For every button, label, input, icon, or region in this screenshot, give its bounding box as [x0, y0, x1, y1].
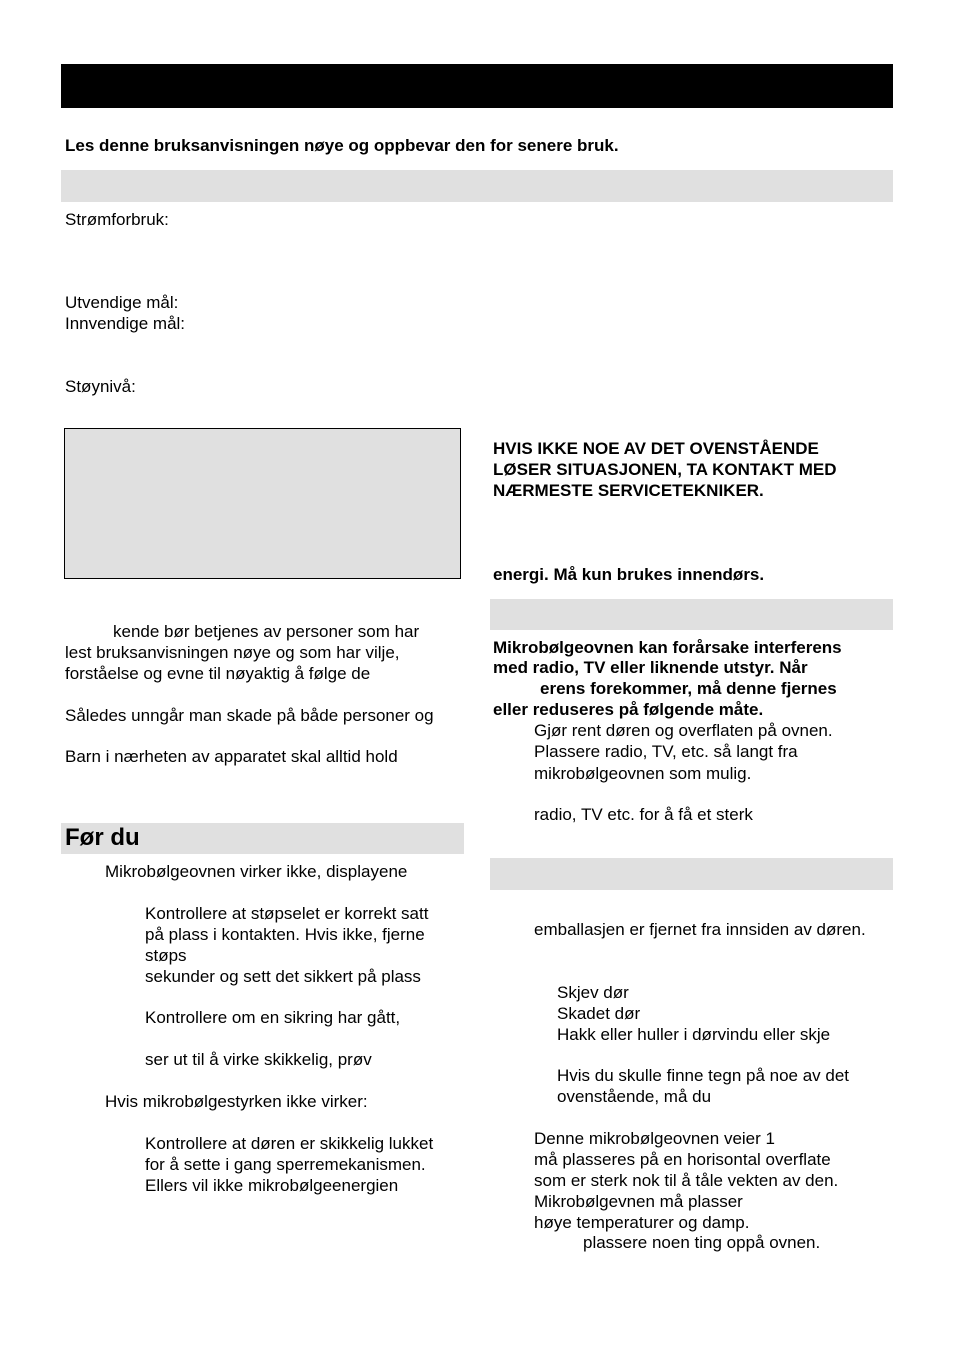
placement-line3: som er sterk nok til å tåle vekten av den. — [534, 1171, 839, 1190]
item2-sub1-line3: Ellers vil ikke mikrobølgeenergien — [145, 1176, 399, 1195]
item1-title: Mikrobølgeovnen virker ikke, displayene — [105, 862, 408, 881]
specs-header-bar — [61, 170, 893, 202]
interference-line2: med radio, TV eller liknende utstyr. Når — [493, 658, 808, 677]
item1-sub2: Kontrollere om en sikring har gått, — [145, 1008, 401, 1027]
spec-power-label: Strømforbruk: — [65, 210, 169, 229]
left-para1-line2: lest bruksanvisningen nøye og som har vilje, — [65, 643, 400, 662]
damage-note-line1: Hvis du skulle finne tegn på noe av det — [557, 1066, 850, 1085]
placement-line4: Mikrobølgevnen må plasser — [534, 1192, 743, 1211]
item1-sub1-line4: sekunder og sett det sikkert på plass — [145, 967, 421, 986]
damage-1: Skjev dør — [557, 983, 629, 1002]
step-2-line2: mikrobølgeovnen som mulig. — [534, 764, 752, 783]
placement-line5: høye temperaturer og damp. — [534, 1213, 750, 1232]
left-para1-line3: forståelse og evne til nøyaktig å følge de — [65, 664, 371, 683]
placement-line1: Denne mikrobølgeovnen veier 1 — [534, 1129, 775, 1148]
item1-sub1-line2: på plass i kontakten. Hvis ikke, fjerne — [145, 925, 425, 944]
item2-sub1-line1: Kontrollere at døren er skikkelig lukket — [145, 1134, 434, 1153]
intro-text: Les denne bruksanvisningen nøye og oppbevar den for senere bruk. — [65, 136, 619, 155]
spec-noise-label: Støynivå: — [65, 377, 136, 396]
interference-line1: Mikrobølgeovnen kan forårsake interferens — [493, 638, 842, 657]
step-radio: radio, TV etc. for å få et sterk — [534, 805, 753, 824]
damage-note-line2: ovenstående, må du — [557, 1087, 712, 1106]
left-para2: Således unngår man skade på både personer og — [65, 706, 434, 725]
left-para1-line1: kende bør betjenes av personer som har — [113, 622, 420, 641]
item1-sub1-line1: Kontrollere at støpselet er korrekt satt — [145, 904, 429, 923]
packaging-note: emballasjen er fjernet fra innsiden av døren. — [534, 920, 866, 939]
item1-sub3: ser ut til å virke skikkelig, prøv — [145, 1050, 372, 1069]
interference-line3: erens forekommer, må denne fjernes — [540, 679, 837, 698]
item1-sub1-line3: støps — [145, 946, 187, 965]
interference-header-bar — [490, 599, 893, 630]
placement-last: plassere noen ting oppå ovnen. — [583, 1233, 821, 1252]
step-1: Gjør rent døren og overflaten på ovnen. — [534, 721, 833, 740]
item2-sub1-line2: for å sette i gang sperremekanismen. — [145, 1155, 426, 1174]
spec-inner-label: Innvendige mål: — [65, 314, 186, 333]
step-2-line1: Plassere radio, TV, etc. så langt fra — [534, 742, 798, 761]
spec-outer-label: Utvendige mål: — [65, 293, 179, 312]
warning-line2: LØSER SITUASJONEN, TA KONTAKT MED — [493, 460, 837, 479]
indoor-note: energi. Må kun brukes innendørs. — [493, 565, 765, 584]
left-para3: Barn i nærheten av apparatet skal alltid hold — [65, 747, 398, 766]
warning-line1: HVIS IKKE NOE AV DET OVENSTÅENDE — [493, 439, 819, 458]
installation-header-bar — [490, 858, 893, 890]
notice-box — [64, 428, 461, 579]
placement-line2: må plasseres på en horisontal overflate — [534, 1150, 831, 1169]
damage-3: Hakk eller huller i dørvindu eller skje — [557, 1025, 831, 1044]
damage-2: Skadet dør — [557, 1004, 641, 1023]
warning-line3: NÆRMESTE SERVICETEKNIKER. — [493, 481, 764, 500]
interference-line4: eller reduseres på følgende måte. — [493, 700, 764, 719]
item2-title: Hvis mikrobølgestyrken ikke virker: — [105, 1092, 368, 1111]
section-title: Før du — [65, 824, 140, 851]
title-bar — [61, 64, 893, 108]
